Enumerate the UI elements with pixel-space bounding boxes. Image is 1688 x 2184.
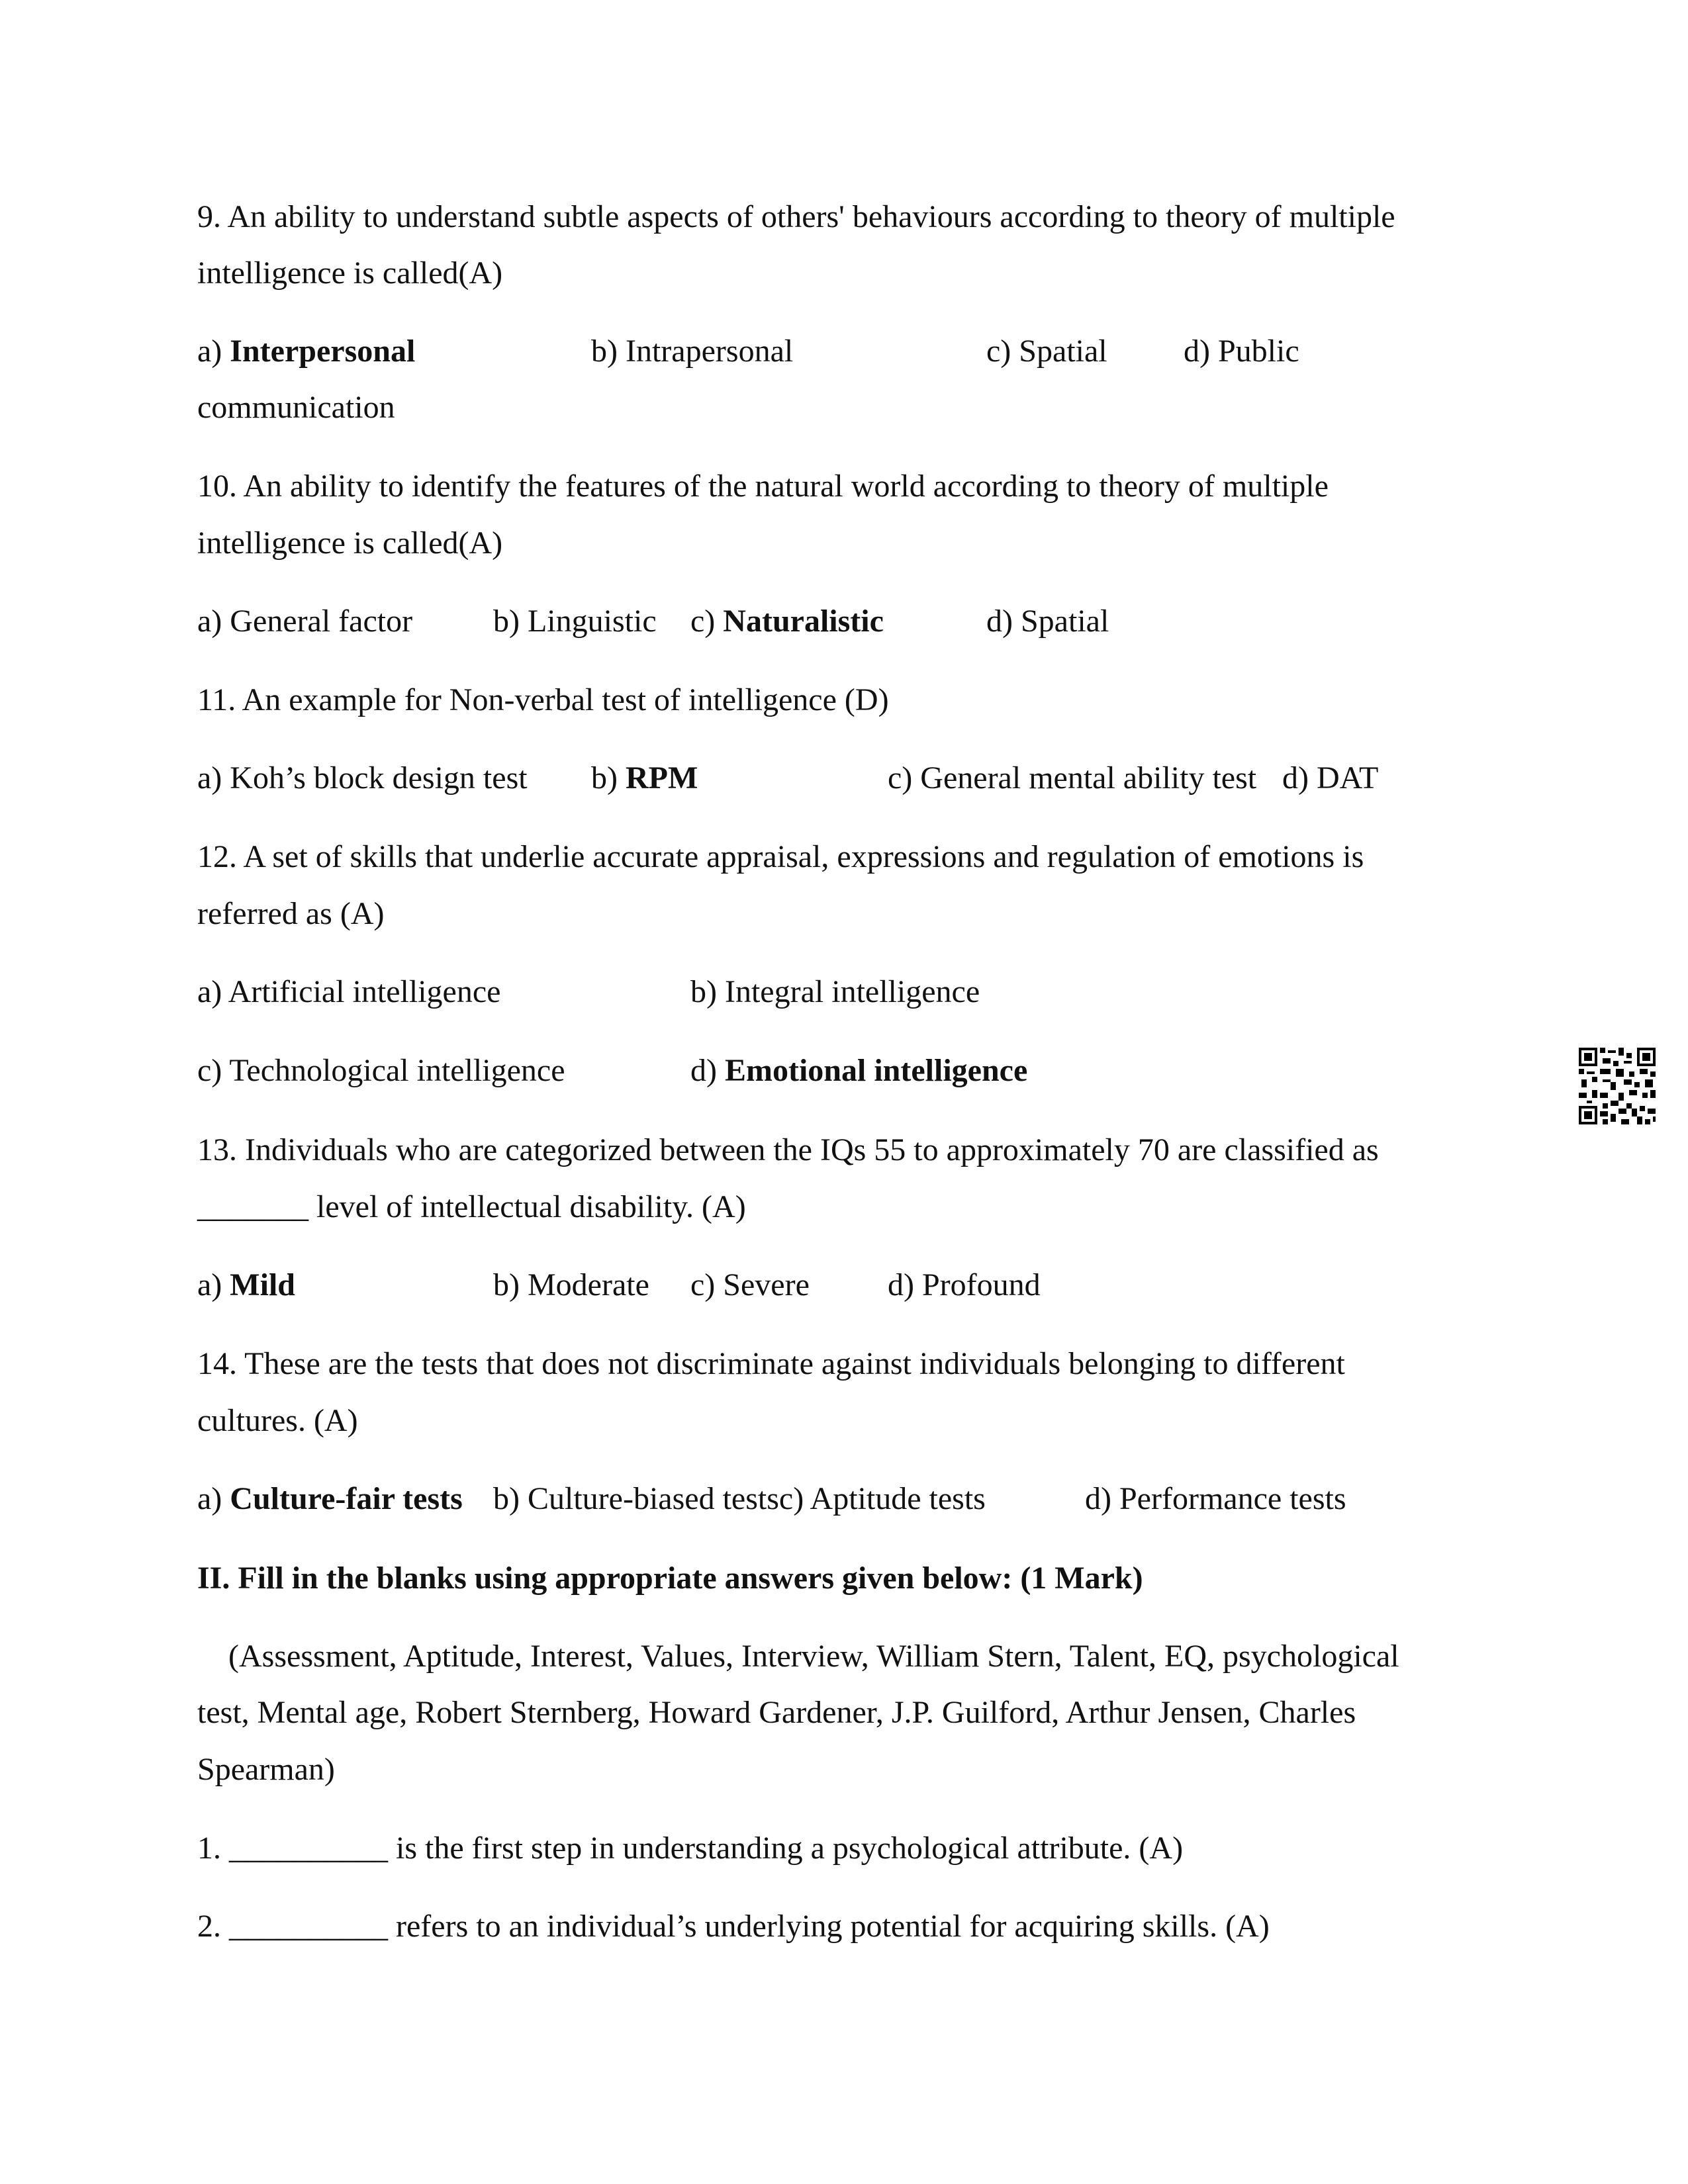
q9-option-b: b) Intrapersonal (591, 334, 794, 369)
word-bank-line-2: test, Mental age, Robert Sternberg, Howard Gardener, J.P. Guilford, Arthur Jensen, Charles (197, 1695, 1356, 1730)
q10-answer: Naturalistic (723, 604, 884, 639)
q13-answer: Mild (230, 1267, 295, 1302)
q9-option-d: d) Public (1184, 334, 1299, 369)
q11-option-b: b) RPM (591, 760, 698, 796)
q13-option-d: d) Profound (888, 1267, 1041, 1302)
q14-option-b-c: b) Culture-biased testsc) Aptitude tests (493, 1481, 986, 1516)
question-12-line-2: referred as (A) (197, 896, 385, 931)
q12-option-b: b) Integral intelligence (690, 974, 980, 1009)
q14-option-a: a) Culture-fair tests (197, 1481, 463, 1516)
q12-answer: Emotional intelligence (724, 1053, 1028, 1088)
question-10-line-2: intelligence is called(A) (197, 525, 503, 561)
q12-option-d: d) Emotional intelligence (690, 1053, 1028, 1088)
q9-answer: Interpersonal (230, 334, 416, 369)
q10-option-d: d) Spatial (986, 604, 1109, 639)
section-2-heading: II. Fill in the blanks using appropriate answers given below: (1 Mark) (197, 1561, 1143, 1596)
q10-option-a: a) General factor (197, 604, 413, 639)
question-12-line-1: 12. A set of skills that underlie accurate appraisal, expressions and regulation of emotions is (197, 839, 1364, 874)
question-9-line-1: 9. An ability to understand subtle aspects of others' behaviours according to theory of multiple (197, 199, 1395, 234)
question-13-line-2: _______ level of intellectual disability. (A) (197, 1189, 746, 1224)
q11-option-c: c) General mental ability test (888, 760, 1257, 796)
q10-option-b: b) Linguistic (493, 604, 657, 639)
q12-option-a: a) Artificial intelligence (197, 974, 501, 1009)
q11-option-a: a) Koh’s block design test (197, 760, 528, 796)
q13-option-b: b) Moderate (493, 1267, 649, 1302)
q9-option-a: a) Interpersonal (197, 334, 416, 369)
q10-option-c: c) Naturalistic (690, 604, 884, 639)
q9-option-d-wrap: communication (197, 390, 395, 425)
fill-blank-item-2: 2. __________ refers to an individual’s underlying potential for acquiring skills. (A) (197, 1909, 1270, 1944)
q13-option-c: c) Severe (690, 1267, 810, 1302)
question-14-line-1: 14. These are the tests that does not discriminate against individuals belonging to different (197, 1346, 1345, 1381)
question-10-line-1: 10. An ability to identify the features of the natural world according to theory of multiple (197, 469, 1329, 504)
question-14-line-2: cultures. (A) (197, 1403, 358, 1438)
fill-blank-item-1: 1. __________ is the first step in understanding a psychological attribute. (A) (197, 1831, 1184, 1866)
question-13-line-1: 13. Individuals who are categorized between the IQs 55 to approximately 70 are classified as (197, 1132, 1379, 1167)
question-9-line-2: intelligence is called(A) (197, 255, 503, 291)
q11-option-d: d) DAT (1282, 760, 1379, 796)
q11-answer: RPM (625, 760, 698, 796)
q9-option-c: c) Spatial (986, 334, 1107, 369)
question-11-line-1: 11. An example for Non-verbal test of intelligence (D) (197, 682, 889, 717)
qr-code-icon (1579, 1048, 1656, 1124)
q12-option-c: c) Technological intelligence (197, 1053, 565, 1088)
q14-option-d: d) Performance tests (1085, 1481, 1346, 1516)
q13-option-a: a) Mild (197, 1267, 295, 1302)
word-bank-line-3: Spearman) (197, 1752, 335, 1787)
q14-answer: Culture-fair tests (230, 1481, 463, 1516)
word-bank-line-1: (Assessment, Aptitude, Interest, Values, Interview, William Stern, Talent, EQ, psychological (228, 1639, 1399, 1674)
